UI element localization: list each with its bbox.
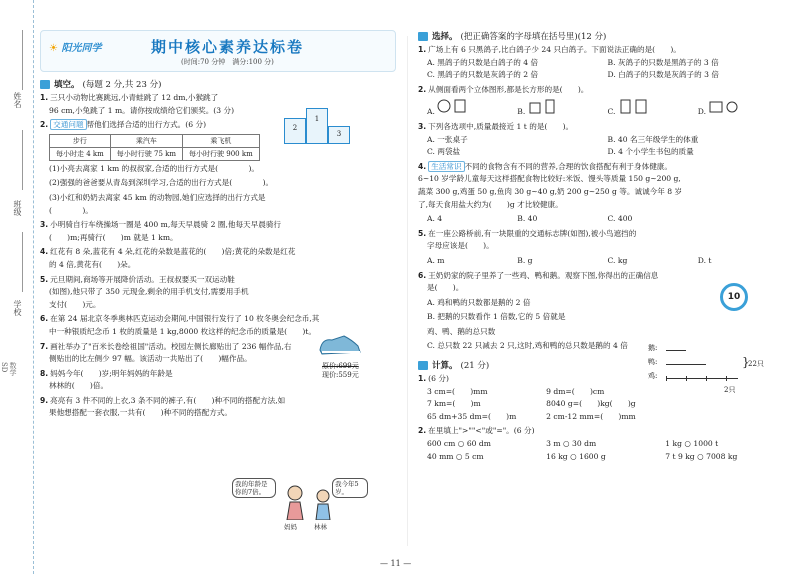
calc-question-1: 1. (6 分) xyxy=(418,374,449,384)
section-marker-icon xyxy=(40,80,50,89)
travel-mode-table: 步行 乘汽车 乘飞机 每小时走 4 km 每小时行驶 75 km 每小时行驶 900 km xyxy=(49,134,260,161)
mom-caption: 妈妈 xyxy=(284,523,297,531)
section-heading: 填空。 xyxy=(54,80,80,90)
question-8: 8. 妈妈今年( )岁;明年妈妈的年龄是 林林的( )倍。 xyxy=(40,368,173,391)
lin-caption: 林林 xyxy=(314,523,327,531)
section-marker-icon xyxy=(418,361,428,370)
section-heading: 选择。 xyxy=(432,32,458,42)
choice-2-options: A. B. C. D. xyxy=(418,98,788,119)
chicken-segment xyxy=(666,378,738,379)
choice-6-option-c: C. 总只数 22 只减去 2 只,这时,鸡和鸭的总只数是鹅的 4 倍 xyxy=(427,341,628,351)
cuboid-sphere-icon xyxy=(708,98,742,114)
mom-figure-icon xyxy=(282,484,308,520)
title-banner xyxy=(40,30,396,72)
cube-cuboid-icon xyxy=(528,98,562,114)
choice-question-4: 4. 生活常识 不同的食物含有不同的营养,合理的饮食搭配有利于身体健康。 6~10 岁学龄儿童每天这样搭配食物比较好:米饭、馒头等质量 150 g~200 g, 蔬菜 300 g,鸡蛋 50 g,鱼肉 30 g~40 g,奶 200 g~250 g 等。诚诚今年 8 岁 了,每天食用盐大约为( )g 才比较健康。 xyxy=(418,161,683,209)
duck-segment xyxy=(666,364,706,365)
section-marker-icon xyxy=(418,32,428,41)
section-heading: 计算。 xyxy=(432,361,458,372)
calc-1-items: 3 cm=( )mm 9 dm=( )cm 7 km=( )m 8040 g=( )kg( )g 65 dm+35 dm=( )m 2 cm-12 mm=( )mm xyxy=(427,386,636,421)
podium-second: 2 xyxy=(284,118,306,144)
binding-margin xyxy=(0,0,34,574)
original-price: 原价:699元 xyxy=(322,362,359,370)
question-3: 3. 小明骑自行车绕操场一圈是 400 m,每天早晨骑 2 圈,他每天早晨骑行 ( )m;再骑行( )m 就是 1 km。 xyxy=(40,220,282,242)
name-label: 姓名 xyxy=(13,92,22,108)
question-2-b: (2)强强的爸爸要从青岛到深圳学习,合适的出行方式是( )。 xyxy=(49,178,274,188)
school-label: 学校 xyxy=(13,300,22,316)
question-4: 4. 红花有 8 朵,蓝花有 4 朵,红花的朵数是蓝花的( )倍;黄花的朵数是红花 的 4 倍,黄花有( )朵。 xyxy=(40,247,296,269)
choice-6-option-b: B. 把鹅的只数看作 1 倍数,它的 5 倍就是 xyxy=(427,312,566,322)
age-figure xyxy=(232,478,372,534)
current-price: 现价:559元 xyxy=(322,371,359,379)
choice-3-options: A. 一张桌子 B. 40 名三年级学生的体重 C. 两袋盐 D. 4 个小学生书包的质量 xyxy=(427,134,699,157)
lin-figure-icon xyxy=(312,488,334,520)
question-7: 7. 画社举办了"百米长卷绘祖国"活动。校园左侧长廊贴出了 236 幅作品,右 侧贴出的比左侧少 97 幅。该活动一共贴出了( )幅作品。 xyxy=(40,341,292,364)
tick xyxy=(706,376,707,381)
section-note: (每题 2 分,共 23 分) xyxy=(82,80,162,90)
calc-question-2: 2. 在里填上">""<"或"="。(6 分) xyxy=(418,426,535,436)
tick xyxy=(726,376,727,381)
question-2-a: (1)小亮去离家 1 km 的叔叔家,合适的出行方式是( )。 xyxy=(49,163,260,173)
column-divider xyxy=(407,36,408,546)
page-number: — 11 — xyxy=(380,559,412,568)
choice-1-options: A. 黑鸽子的只数是白鸽子的 4 倍 B. 灰鸽子的只数是黑鸽子的 3 倍 C. 黑鸽子的只数是灰鸽子的 2 倍 D. 白鸽子的只数是灰鸽子的 3 倍 xyxy=(427,57,719,80)
topic-tag: 交通问题 xyxy=(50,119,86,130)
total-label: 22只 xyxy=(748,360,764,368)
choice-6-option-a: A. 鸡和鸭的只数都是鹅的 2 倍 xyxy=(427,297,531,307)
bird-count-diagram xyxy=(648,343,768,399)
cylinder-cuboid-icon xyxy=(618,98,652,114)
sneaker-image xyxy=(318,330,362,358)
shoe-price xyxy=(322,362,359,380)
spine-text xyxy=(0,360,18,406)
spine-edition: SD xyxy=(0,362,8,373)
question-9: 9. 亮亮有 3 件不同的上衣,3 条不同的裤子,有( )种不同的搭配方法,如 果他想搭配一套衣服,一共有( )种不同的搭配方式。 xyxy=(40,395,286,418)
extra-label: 2只 xyxy=(724,386,736,394)
section-choice xyxy=(418,30,788,42)
choice-question-5: 5. 在一座公路桥前,有一块限重的交通标志牌(如图),被小鸟遮挡的 字母应该是( )。 xyxy=(418,228,637,251)
question-2-c: (3)小红和奶奶去离家 45 km 的动物园,她们应选择的出行方式是 ( )。 xyxy=(49,192,266,215)
goose-segment xyxy=(666,350,686,351)
section-note: (把正确答案的字母填在括号里)(12 分) xyxy=(460,32,607,42)
goose-label: 鹅: xyxy=(648,344,658,352)
mom-bubble: 我的年龄是你的7倍。 xyxy=(232,478,276,498)
brace-icon: } xyxy=(742,355,750,369)
podium-first: 1 xyxy=(306,108,328,144)
tick xyxy=(686,376,687,381)
choice-question-3: 3. 下列各选项中,质量最接近 1 t 的是( )。 xyxy=(418,121,574,131)
class-label: 班级 xyxy=(13,200,22,216)
choice-question-1: 1. 广场上有 6 只黑鸽子,比白鸽子少 24 只白鸽子。下面说法正确的是( )。 xyxy=(418,45,681,54)
question-2: 2. 交通问题 帮他们选择合适的出行方式。(6 分) xyxy=(40,120,207,130)
podium-figure xyxy=(282,108,352,152)
lin-bubble: 我今年5岁。 xyxy=(332,478,368,498)
question-5: 5. 元旦期间,商场等开展降价活动。王叔叔要买一双运动鞋 (如图),他只带了 350 元现金,剩余的用手机支付,需要用手机 支付( )元。 xyxy=(40,274,249,309)
topic-tag: 生活常识 xyxy=(428,161,464,172)
section-note: (21 分) xyxy=(460,361,490,372)
duck-label: 鸭: xyxy=(648,358,658,366)
choice-4-options: A. 4 B. 40 C. 400 xyxy=(427,214,633,224)
weight-limit-sign: 10 xyxy=(720,283,748,311)
chicken-label: 鸡: xyxy=(648,372,658,380)
calc-2-items: 600 cm ○ 60 dm 3 m ○ 30 dm 1 kg ○ 1000 t 40 mm ○ 5 cm 16 kg ○ 1600 g 7 t 9 kg ○ 7008 kg xyxy=(427,439,738,461)
podium-third: 3 xyxy=(328,126,350,144)
choice-question-2: 2. 从侧面看两个立体图形,都是长方形的是( )。 xyxy=(418,84,589,94)
name-line xyxy=(22,30,23,90)
tick xyxy=(666,376,667,381)
brand-logo: ☀ 阳光同学 xyxy=(49,43,102,54)
spine-subject: 数学 xyxy=(9,362,17,376)
choice-5-options: A. m B. g C. kg D. t xyxy=(427,255,712,265)
choice-6-option-b-cont: 鸡、鸭、鹅的总只数 xyxy=(427,326,496,336)
sphere-cylinder-icon xyxy=(437,98,471,114)
page-subtitle: (时间:70 分钟 满分:100 分) xyxy=(181,58,274,66)
question-6: 6. 在第 24 届北京冬季奥林匹克运动会期间,中国银行发行了 10 枚冬奥会纪念币,其 中一种银质纪念币 1 枚的质量是 1 kg,8000 枚这样的纪念币的质量是( )t。 xyxy=(40,314,320,336)
school-line xyxy=(22,232,23,292)
section-fill xyxy=(40,78,396,90)
page-title: 期中核心素养达标卷 xyxy=(151,38,305,56)
class-line xyxy=(22,130,23,190)
question-1: 1. 三只小动物比赛跳远,小青蛙跳了 12 dm,小猴跳了 96 cm,小兔跳了 1 m。请你按成绩给它们颁奖。(3 分) xyxy=(40,93,235,115)
choice-question-6: 6. 王奶奶家的院子里养了一些鸡、鸭和鹅。观察下图,你得出的正确信息 是( )。 xyxy=(418,270,659,293)
